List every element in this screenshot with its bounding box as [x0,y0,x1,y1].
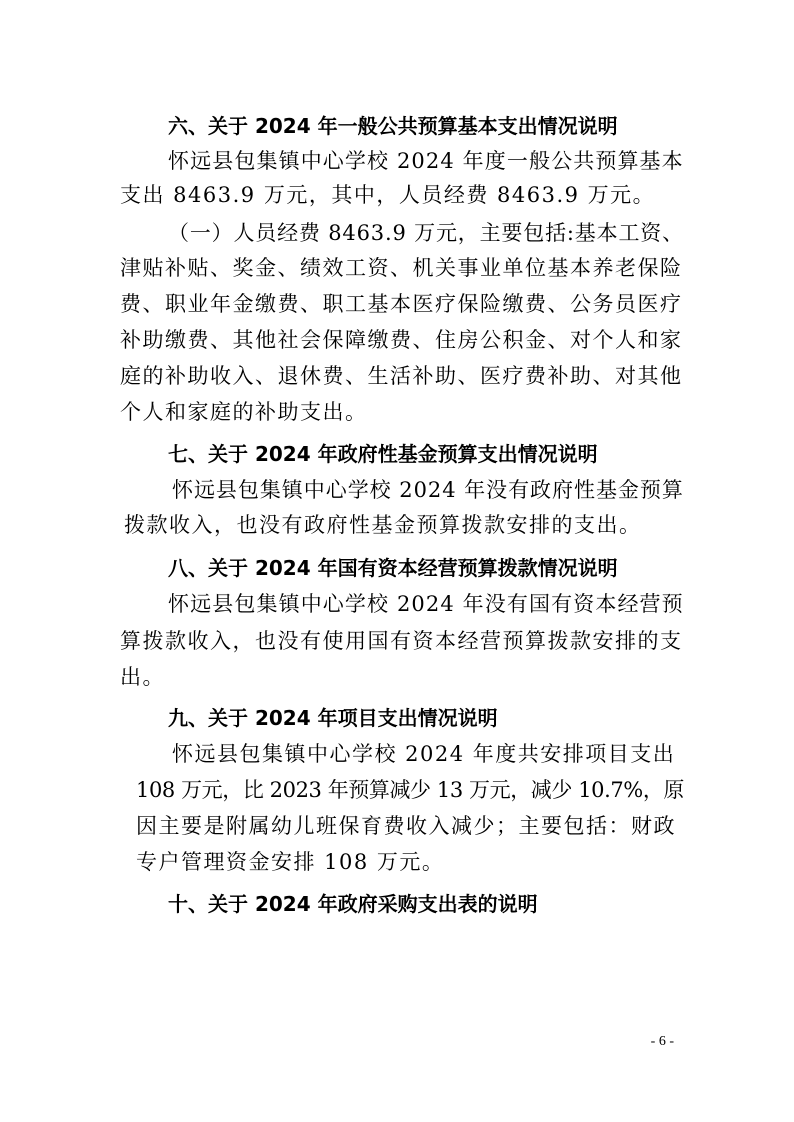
section-6-line-6: 补助缴费、其他社会保障缴费、住房公积金、对个人和家 [120,328,683,352]
page-number: - 6 - [650,1034,674,1049]
section-9-heading: 九、关于 2024 年项目支出情况说明 [168,706,498,730]
section-10-heading: 十、关于 2024 年政府采购支出表的说明 [168,892,538,916]
section-9-line-4: 专户管理资金安排 108 万元。 [136,850,445,874]
section-6-line-2: 支出 8463.9 万元，其中，人员经费 8463.9 万元。 [120,183,656,207]
section-6-heading: 六、关于 2024 年一般公共预算基本支出情况说明 [168,114,618,138]
section-9-line-2: 108 万元，比 2023 年预算减少 13 万元，减少 10.7%，原 [136,778,685,802]
section-7-line-1: 怀远县包集镇中心学校 2024 年没有政府性基金预算 [172,478,684,502]
section-7-line-2: 拨款收入，也没有政府性基金预算拨款安排的支出。 [124,513,642,537]
section-6-line-5: 费、职业年金缴费、职工基本医疗保险缴费、公务员医疗 [120,292,683,316]
section-6-line-4: 津贴补贴、奖金、绩效工资、机关事业单位基本养老保险 [120,256,683,280]
section-6-line-7: 庭的补助收入、退休费、生活补助、医疗费补助、对其他 [120,364,683,388]
section-8-heading: 八、关于 2024 年国有资本经营预算拨款情况说明 [168,556,618,580]
section-6-line-8: 个人和家庭的补助支出。 [120,400,368,424]
section-6-line-1: 怀远县包集镇中心学校 2024 年度一般公共预算基本 [168,149,684,173]
section-9-line-3: 因主要是附属幼儿班保育费收入减少；主要包括：财政 [136,814,676,838]
section-7-heading: 七、关于 2024 年政府性基金预算支出情况说明 [168,442,598,466]
section-9-line-1: 怀远县包集镇中心学校 2024 年度共安排项目支出 [172,742,676,766]
section-8-line-3: 出。 [120,665,165,689]
section-6-line-3: （一）人员经费 8463.9 万元，主要包括:基本工资、 [168,221,684,245]
section-8-line-1: 怀远县包集镇中心学校 2024 年没有国有资本经营预 [168,592,684,616]
section-8-line-2: 算拨款收入，也没有使用国有资本经营预算拨款安排的支 [120,629,683,653]
